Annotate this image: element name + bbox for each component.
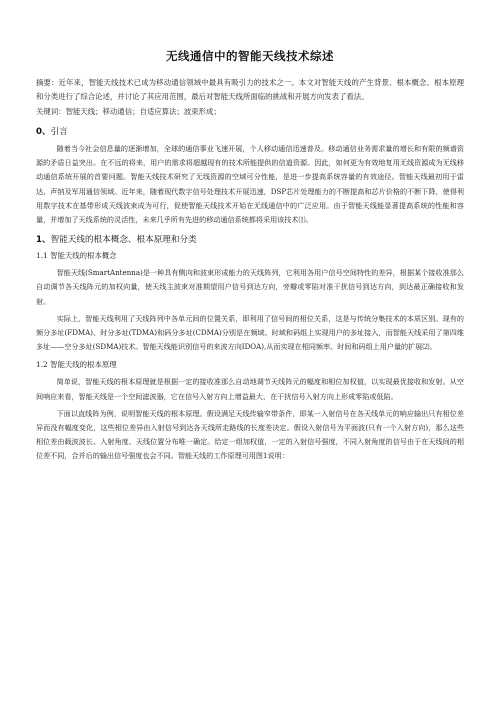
paper-title: 无线通信中的智能天线技术综述 bbox=[166, 49, 334, 63]
section-heading-text: 智能天线的根本概念、根本原理和分类 bbox=[50, 235, 197, 246]
section-number: 0、 bbox=[36, 127, 51, 137]
subsection-heading-concept: 1.1 智能天线的根本概念 bbox=[36, 251, 117, 261]
keywords: 关键词：智能天线；移动通信；自适应算法；波束形成； bbox=[36, 107, 221, 116]
section-heading-introduction bbox=[36, 125, 464, 137]
concept-paragraph-2: 实际上，智能天线利用了天线阵列中各单元间的位置关系，即利用了信号间的相位关系，这是与传统分集技术的本质区别。现有的频分多址(FDMA)、时分多址(TDMA)和码分多址(CDMA)分别是在频域、时域和码组上实现用户的多址接入，而智能天线采用了第四维多址——空分多址(SDMA)技术。智能天线能识别信号的来波方向IDOA),从而实现在相同频率、时间和码组上用户量的扩展⑵。 bbox=[36, 313, 464, 352]
principle-paragraph-2: 下面以直线阵为例，说明智能天线的根本原理。假设满足天线传输窄带条件，即某一入射信号在各天线单元的响应输出只有相位差异而没有幅度变化，这些相位差异由入射信号到达各天线所走路线的长度差决定。假设入射信号为平面波(只有一个入射方向)，那么这些相位差由载波波长、入射角度、天线位置分布唯一确定。给定一组加权值，一定的入射信号强度，不同入射角度的信号由于在天线间的相位差不同，合并后的输出信号强度也会不同。智能天线的工作原理可用图1说明： bbox=[36, 408, 464, 461]
principle-paragraph-1: 简单说，智能天线的根本原理就是根据一定的接收准那么自动地调节天线阵元的幅度和相位加权值，以实现最优接收和发射。从空间响应来看，智能天线是一个空间滤波器，它在信号入射方向上增益最大，在干扰信号入射方向上形成零陷或低陷。 bbox=[36, 377, 464, 401]
section-heading-text: 引言 bbox=[50, 127, 68, 137]
subsection-heading-principle: 1.2 智能天线的根本原理 bbox=[36, 360, 117, 370]
abstract: 摘要：近年来，智能天线技术已成为移动通信领域中最具有吸引力的技术之一。本文对智能天线的产生背景、根本概念、根本原理和分类进行了综合论述，并讨论了其应用范围，最后对智能天线所面临的挑战和开展方向发表了看法。 bbox=[36, 78, 464, 101]
section-number: 1、 bbox=[36, 235, 51, 246]
introduction-paragraph: 随着当今社会信息量的逐渐增加，全球的通信事业飞速开展，个人移动通信迅速普及。移动通信业务需求量的增长和有限的频谱资源的矛盾日益突出。在不远的将来，用户的需求将超越现有的技术所能提供的信道资源。因此，如何更为有效地复用无线资源成为无线移动通信系统开展的首要问题。智能天线技术研究了无线资源的空域可分性能，是进一步提高系统容量的有效途径。智能天线最初用于雷达、声纳及军用通信领域。近年来，随着现代数字信号处理技术开展迅速，DSP芯片处理能力的不断提高和芯片价格的不断下降，使得利用数字技术在基带形成天线波束成为可行，促使智能天线技术开始在无线通信中的广泛应用。由于智能天线能显著提高系统的性能和容量，并增加了天线系统的灵活性，未来几乎所有先进的移动通信系统都将采用该技术⑴。 bbox=[36, 144, 464, 225]
section-heading-concepts bbox=[36, 233, 464, 245]
concept-paragraph-1: 智能天线(SmartAntenna)是一种具有侧向和波束形成能力的天线阵列，它利用各用户信号空间特性的差异，根据某个接收准那么自动调节各天线阵元的加权向量，使天线主波束对准期望用户信号到达方向，旁瓣或零陷对准干扰信号到达方向，到达最正确接收和发射。 bbox=[36, 268, 464, 306]
